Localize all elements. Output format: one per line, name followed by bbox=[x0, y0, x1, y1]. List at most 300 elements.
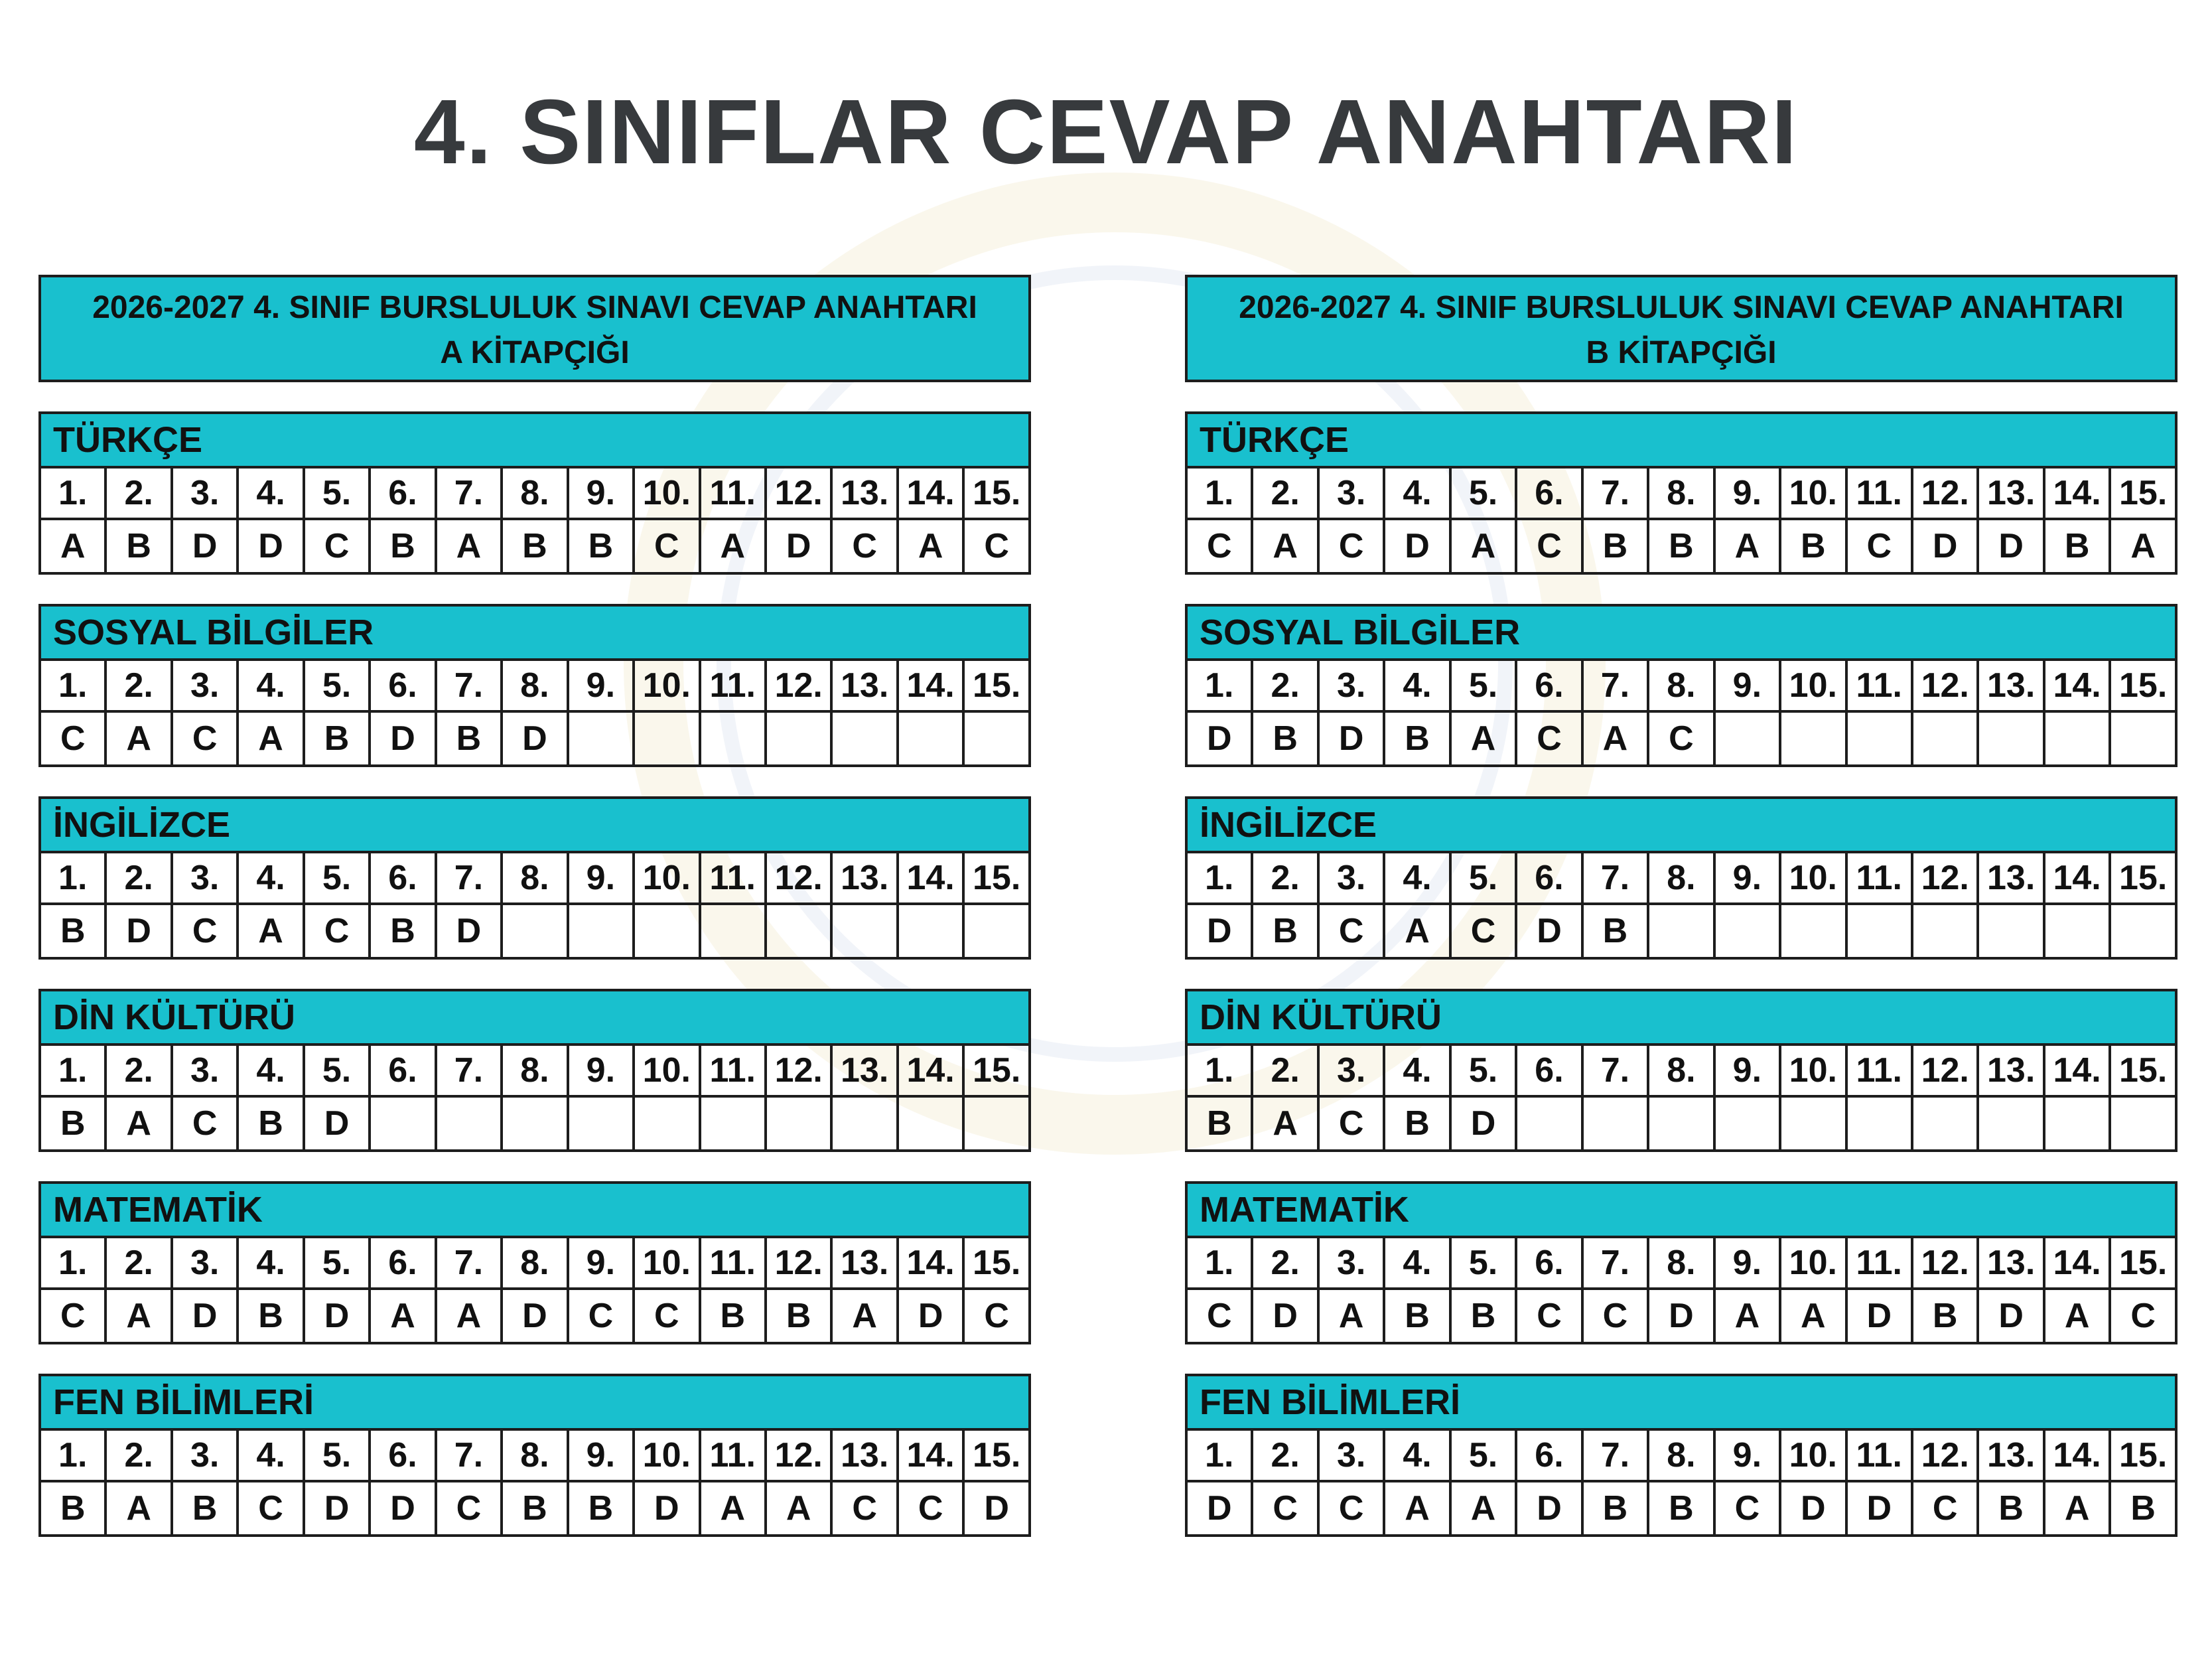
answer-cell bbox=[568, 904, 634, 958]
question-number: 13. bbox=[831, 852, 897, 904]
answer-cell: A bbox=[700, 519, 766, 573]
answer-cell: B bbox=[1384, 1289, 1450, 1343]
question-number: 14. bbox=[898, 1237, 963, 1289]
answer-cell: D bbox=[1186, 711, 1252, 766]
question-number: 13. bbox=[831, 1429, 897, 1481]
answer-row bbox=[40, 1096, 1030, 1151]
question-number: 5. bbox=[304, 660, 370, 711]
question-number: 7. bbox=[1582, 1237, 1648, 1289]
answer-cell: B bbox=[40, 904, 105, 958]
answer-cell: D bbox=[304, 1289, 370, 1343]
answer-cell: B bbox=[172, 1481, 238, 1536]
answer-grid bbox=[38, 851, 1031, 960]
question-number: 1. bbox=[1186, 467, 1252, 519]
answer-cell: C bbox=[1516, 1289, 1582, 1343]
answer-cell bbox=[831, 904, 897, 958]
answer-cell: A bbox=[436, 1289, 502, 1343]
answer-cell bbox=[502, 1096, 567, 1151]
answer-cell: C bbox=[568, 1289, 634, 1343]
subject-section bbox=[1185, 796, 2177, 960]
answer-grid bbox=[1185, 1236, 2177, 1344]
question-number: 10. bbox=[1780, 1045, 1846, 1096]
answer-cell: D bbox=[1252, 1289, 1318, 1343]
question-number: 6. bbox=[370, 852, 435, 904]
question-number: 3. bbox=[1318, 660, 1384, 711]
question-number: 14. bbox=[2044, 852, 2110, 904]
answer-cell bbox=[2044, 904, 2110, 958]
question-number: 3. bbox=[1318, 467, 1384, 519]
answer-cell: D bbox=[1846, 1481, 1912, 1536]
answer-cell: C bbox=[1186, 1289, 1252, 1343]
answer-cell: C bbox=[1582, 1289, 1648, 1343]
question-number: 9. bbox=[568, 1237, 634, 1289]
subject-name: DİN KÜLTÜRÜ bbox=[38, 989, 1031, 1043]
question-number: 12. bbox=[1912, 660, 1978, 711]
question-number: 12. bbox=[766, 660, 831, 711]
question-number: 11. bbox=[700, 660, 766, 711]
answer-cell bbox=[436, 1096, 502, 1151]
question-number: 9. bbox=[1714, 467, 1780, 519]
question-number: 11. bbox=[700, 1237, 766, 1289]
answer-cell: C bbox=[1714, 1481, 1780, 1536]
answer-cell bbox=[700, 711, 766, 766]
question-number: 10. bbox=[1780, 1429, 1846, 1481]
subject-name: FEN BİLİMLERİ bbox=[38, 1374, 1031, 1428]
question-number: 12. bbox=[766, 1237, 831, 1289]
booklet-a-panel bbox=[38, 275, 1031, 1537]
answer-cell: B bbox=[1384, 711, 1450, 766]
answer-cell: C bbox=[436, 1481, 502, 1536]
answer-cell: D bbox=[1516, 904, 1582, 958]
answer-cell: D bbox=[172, 519, 238, 573]
question-number: 1. bbox=[40, 852, 105, 904]
question-number: 15. bbox=[963, 852, 1030, 904]
answer-cell bbox=[2110, 904, 2176, 958]
answer-cell: A bbox=[105, 1289, 171, 1343]
question-number: 3. bbox=[172, 660, 238, 711]
answer-grid bbox=[1185, 1043, 2177, 1152]
question-number: 2. bbox=[1252, 467, 1318, 519]
answer-row bbox=[40, 1289, 1030, 1343]
answer-cell: B bbox=[1384, 1096, 1450, 1151]
question-number: 10. bbox=[634, 1045, 699, 1096]
question-number: 1. bbox=[40, 660, 105, 711]
answer-cell: A bbox=[898, 519, 963, 573]
question-number: 6. bbox=[1516, 1237, 1582, 1289]
question-number: 4. bbox=[1384, 1045, 1450, 1096]
answer-cell: D bbox=[172, 1289, 238, 1343]
question-number: 5. bbox=[304, 1045, 370, 1096]
question-number: 7. bbox=[1582, 1045, 1648, 1096]
question-number: 7. bbox=[436, 660, 502, 711]
answer-cell: B bbox=[1780, 519, 1846, 573]
answer-row bbox=[1186, 1096, 2176, 1151]
answer-row bbox=[40, 904, 1030, 958]
answer-cell: B bbox=[40, 1096, 105, 1151]
answer-cell: C bbox=[1318, 904, 1384, 958]
answer-cell bbox=[1516, 1096, 1582, 1151]
question-number: 9. bbox=[568, 852, 634, 904]
answer-cell bbox=[1714, 1096, 1780, 1151]
booklet-header-label: B KİTAPÇIĞI bbox=[1586, 335, 1777, 370]
answer-cell bbox=[568, 1096, 634, 1151]
answer-cell: C bbox=[831, 519, 897, 573]
answer-cell: D bbox=[436, 904, 502, 958]
subject-section bbox=[1185, 604, 2177, 767]
question-number: 1. bbox=[40, 1429, 105, 1481]
booklet-b-panel bbox=[1185, 275, 2177, 1537]
question-number: 12. bbox=[766, 852, 831, 904]
answer-cell bbox=[1780, 1096, 1846, 1151]
answer-cell: C bbox=[1318, 1096, 1384, 1151]
answer-cell: B bbox=[1450, 1289, 1516, 1343]
answer-cell: A bbox=[831, 1289, 897, 1343]
subject-name: TÜRKÇE bbox=[38, 411, 1031, 466]
answer-cell: C bbox=[304, 519, 370, 573]
answer-cell: A bbox=[1318, 1289, 1384, 1343]
question-number: 9. bbox=[568, 467, 634, 519]
subject-name: DİN KÜLTÜRÜ bbox=[1185, 989, 2177, 1043]
answer-row bbox=[1186, 519, 2176, 573]
answer-cell: A bbox=[766, 1481, 831, 1536]
question-number: 9. bbox=[1714, 852, 1780, 904]
question-number: 6. bbox=[370, 467, 435, 519]
answer-cell: C bbox=[634, 519, 699, 573]
subject-section bbox=[38, 411, 1031, 575]
question-number: 2. bbox=[1252, 1429, 1318, 1481]
answer-cell bbox=[2044, 1096, 2110, 1151]
question-number: 6. bbox=[370, 1429, 435, 1481]
answer-cell bbox=[634, 711, 699, 766]
answer-cell: A bbox=[105, 711, 171, 766]
answer-cell: C bbox=[1186, 519, 1252, 573]
question-number: 7. bbox=[436, 1045, 502, 1096]
answer-grid bbox=[38, 1428, 1031, 1537]
answer-cell: D bbox=[105, 904, 171, 958]
subject-section bbox=[1185, 1181, 2177, 1344]
question-number-row bbox=[40, 1429, 1030, 1481]
question-number: 8. bbox=[1648, 1237, 1714, 1289]
question-number: 3. bbox=[1318, 1237, 1384, 1289]
booklet-header-title: 2026-2027 4. SINIF BURSLULUK SINAVI CEVAP ANAHTARI bbox=[1239, 290, 2124, 325]
answer-cell: C bbox=[1252, 1481, 1318, 1536]
question-number: 5. bbox=[304, 467, 370, 519]
answer-cell bbox=[963, 1096, 1030, 1151]
question-number: 5. bbox=[304, 1237, 370, 1289]
answer-cell: B bbox=[40, 1481, 105, 1536]
subject-name: MATEMATİK bbox=[38, 1181, 1031, 1236]
question-number: 8. bbox=[502, 1237, 567, 1289]
answer-cell: B bbox=[238, 1289, 303, 1343]
answer-cell: B bbox=[304, 711, 370, 766]
question-number: 10. bbox=[1780, 660, 1846, 711]
answer-cell bbox=[1846, 711, 1912, 766]
answer-cell bbox=[898, 711, 963, 766]
question-number: 5. bbox=[1450, 1045, 1516, 1096]
question-number-row bbox=[40, 467, 1030, 519]
answer-cell bbox=[1648, 1096, 1714, 1151]
answer-cell: D bbox=[502, 1289, 567, 1343]
answer-cell: C bbox=[963, 519, 1030, 573]
answer-cell: C bbox=[172, 904, 238, 958]
answer-cell: B bbox=[568, 1481, 634, 1536]
answer-cell: C bbox=[1516, 519, 1582, 573]
answer-grid bbox=[38, 466, 1031, 575]
answer-cell: A bbox=[2110, 519, 2176, 573]
booklet-header-label: A KİTAPÇIĞI bbox=[440, 335, 630, 370]
answer-cell: A bbox=[1450, 519, 1516, 573]
answer-cell: A bbox=[2044, 1289, 2110, 1343]
answer-row bbox=[1186, 1289, 2176, 1343]
subject-section bbox=[38, 796, 1031, 960]
question-number: 4. bbox=[1384, 467, 1450, 519]
answer-cell bbox=[1582, 1096, 1648, 1151]
answer-cell: C bbox=[1912, 1481, 1978, 1536]
subject-name: İNGİLİZCE bbox=[1185, 796, 2177, 851]
question-number: 2. bbox=[105, 1045, 171, 1096]
question-number: 7. bbox=[1582, 852, 1648, 904]
question-number: 3. bbox=[172, 1237, 238, 1289]
question-number: 5. bbox=[1450, 1429, 1516, 1481]
question-number: 3. bbox=[1318, 1429, 1384, 1481]
answer-cell: C bbox=[1648, 711, 1714, 766]
question-number: 6. bbox=[1516, 467, 1582, 519]
question-number: 14. bbox=[2044, 1429, 2110, 1481]
answer-cell: D bbox=[898, 1289, 963, 1343]
subject-section bbox=[1185, 989, 2177, 1152]
question-number: 8. bbox=[502, 660, 567, 711]
question-number: 15. bbox=[963, 467, 1030, 519]
question-number: 4. bbox=[238, 1429, 303, 1481]
answer-cell bbox=[2044, 711, 2110, 766]
answer-cell: D bbox=[634, 1481, 699, 1536]
question-number: 4. bbox=[238, 660, 303, 711]
question-number: 3. bbox=[172, 1045, 238, 1096]
question-number: 13. bbox=[1978, 467, 2043, 519]
question-number: 8. bbox=[1648, 1045, 1714, 1096]
question-number: 4. bbox=[238, 467, 303, 519]
answer-cell: B bbox=[502, 1481, 567, 1536]
answer-cell bbox=[634, 904, 699, 958]
question-number: 15. bbox=[963, 1045, 1030, 1096]
question-number: 1. bbox=[1186, 1045, 1252, 1096]
answer-cell: C bbox=[1450, 904, 1516, 958]
answer-cell: A bbox=[1780, 1289, 1846, 1343]
question-number: 2. bbox=[1252, 1045, 1318, 1096]
answer-grid bbox=[38, 658, 1031, 767]
question-number: 13. bbox=[1978, 1237, 2043, 1289]
question-number: 6. bbox=[1516, 1045, 1582, 1096]
answer-cell: A bbox=[436, 519, 502, 573]
question-number: 10. bbox=[634, 660, 699, 711]
subject-section bbox=[38, 1181, 1031, 1344]
answer-cell: A bbox=[1384, 904, 1450, 958]
question-number: 2. bbox=[105, 852, 171, 904]
question-number: 5. bbox=[1450, 1237, 1516, 1289]
subject-section bbox=[1185, 1374, 2177, 1537]
question-number: 6. bbox=[1516, 1429, 1582, 1481]
answer-cell bbox=[1714, 711, 1780, 766]
answer-cell: C bbox=[1846, 519, 1912, 573]
question-number: 10. bbox=[1780, 1237, 1846, 1289]
answer-cell: A bbox=[105, 1096, 171, 1151]
question-number: 4. bbox=[238, 1045, 303, 1096]
answer-cell: B bbox=[2044, 519, 2110, 573]
question-number: 12. bbox=[766, 1429, 831, 1481]
question-number: 7. bbox=[436, 1429, 502, 1481]
answer-cell bbox=[1648, 904, 1714, 958]
question-number: 13. bbox=[831, 1045, 897, 1096]
question-number: 1. bbox=[40, 1237, 105, 1289]
subject-name: MATEMATİK bbox=[1185, 1181, 2177, 1236]
subject-name: İNGİLİZCE bbox=[38, 796, 1031, 851]
question-number: 13. bbox=[1978, 1045, 2043, 1096]
question-number: 12. bbox=[766, 1045, 831, 1096]
answer-grid bbox=[1185, 466, 2177, 575]
question-number: 4. bbox=[1384, 660, 1450, 711]
answer-cell: C bbox=[963, 1289, 1030, 1343]
answer-cell: D bbox=[304, 1481, 370, 1536]
question-number: 4. bbox=[238, 852, 303, 904]
answer-cell: D bbox=[963, 1481, 1030, 1536]
question-number: 12. bbox=[1912, 1429, 1978, 1481]
answer-cell bbox=[831, 1096, 897, 1151]
answer-cell bbox=[898, 1096, 963, 1151]
answer-cell: B bbox=[1252, 904, 1318, 958]
question-number: 12. bbox=[1912, 467, 1978, 519]
answer-cell: D bbox=[1516, 1481, 1582, 1536]
subject-name: SOSYAL BİLGİLER bbox=[1185, 604, 2177, 658]
question-number: 5. bbox=[1450, 852, 1516, 904]
question-number-row bbox=[40, 1237, 1030, 1289]
question-number: 1. bbox=[1186, 1429, 1252, 1481]
question-number: 3. bbox=[172, 1429, 238, 1481]
answer-cell: D bbox=[1978, 1289, 2043, 1343]
answer-cell bbox=[1978, 904, 2043, 958]
question-number: 6. bbox=[370, 1237, 435, 1289]
answer-cell bbox=[634, 1096, 699, 1151]
answer-cell: B bbox=[238, 1096, 303, 1151]
question-number: 3. bbox=[1318, 1045, 1384, 1096]
answer-cell: D bbox=[1384, 519, 1450, 573]
question-number: 14. bbox=[2044, 1237, 2110, 1289]
question-number: 7. bbox=[1582, 660, 1648, 711]
question-number: 12. bbox=[1912, 1237, 1978, 1289]
answer-cell: B bbox=[105, 519, 171, 573]
subject-section bbox=[1185, 411, 2177, 575]
question-number: 13. bbox=[831, 660, 897, 711]
answer-cell: A bbox=[238, 711, 303, 766]
answer-row bbox=[40, 711, 1030, 766]
answer-cell bbox=[963, 711, 1030, 766]
answer-row bbox=[40, 519, 1030, 573]
answer-cell: D bbox=[1912, 519, 1978, 573]
answer-cell bbox=[1912, 711, 1978, 766]
question-number: 8. bbox=[502, 1429, 567, 1481]
answer-cell: A bbox=[1450, 711, 1516, 766]
answer-cell: A bbox=[2044, 1481, 2110, 1536]
question-number: 4. bbox=[1384, 1429, 1450, 1481]
answer-cell: C bbox=[304, 904, 370, 958]
answer-cell bbox=[700, 904, 766, 958]
answer-cell: B bbox=[1648, 1481, 1714, 1536]
subject-name: FEN BİLİMLERİ bbox=[1185, 1374, 2177, 1428]
question-number: 15. bbox=[2110, 1237, 2176, 1289]
question-number-row bbox=[1186, 1237, 2176, 1289]
question-number-row bbox=[40, 660, 1030, 711]
subject-section bbox=[38, 604, 1031, 767]
question-number-row bbox=[1186, 1429, 2176, 1481]
answer-cell: C bbox=[831, 1481, 897, 1536]
question-number: 14. bbox=[2044, 1045, 2110, 1096]
answer-cell bbox=[1978, 711, 2043, 766]
question-number: 15. bbox=[2110, 1429, 2176, 1481]
answer-cell: C bbox=[1318, 519, 1384, 573]
answer-cell: A bbox=[1450, 1481, 1516, 1536]
question-number: 15. bbox=[2110, 467, 2176, 519]
answer-cell: A bbox=[105, 1481, 171, 1536]
question-number: 8. bbox=[502, 467, 567, 519]
question-number: 13. bbox=[1978, 852, 2043, 904]
answer-cell bbox=[568, 711, 634, 766]
answer-cell: A bbox=[700, 1481, 766, 1536]
answer-cell bbox=[1912, 1096, 1978, 1151]
question-number: 11. bbox=[1846, 1237, 1912, 1289]
answer-cell: A bbox=[1384, 1481, 1450, 1536]
answer-cell bbox=[831, 711, 897, 766]
answer-cell: A bbox=[238, 904, 303, 958]
answer-cell bbox=[766, 904, 831, 958]
answer-cell: D bbox=[1846, 1289, 1912, 1343]
question-number: 14. bbox=[898, 1429, 963, 1481]
question-number: 5. bbox=[1450, 660, 1516, 711]
answer-cell: D bbox=[238, 519, 303, 573]
answer-cell: C bbox=[1318, 1481, 1384, 1536]
answer-cell: B bbox=[700, 1289, 766, 1343]
answer-cell: D bbox=[502, 711, 567, 766]
answer-cell: D bbox=[1648, 1289, 1714, 1343]
answer-cell: B bbox=[1186, 1096, 1252, 1151]
answer-cell: B bbox=[370, 519, 435, 573]
question-number: 5. bbox=[1450, 467, 1516, 519]
question-number-row bbox=[1186, 852, 2176, 904]
answer-cell bbox=[700, 1096, 766, 1151]
answer-cell: A bbox=[1582, 711, 1648, 766]
answer-cell: D bbox=[370, 1481, 435, 1536]
question-number: 14. bbox=[898, 1045, 963, 1096]
answer-cell bbox=[766, 711, 831, 766]
question-number: 4. bbox=[1384, 1237, 1450, 1289]
question-number: 14. bbox=[898, 852, 963, 904]
answer-cell: D bbox=[1780, 1481, 1846, 1536]
answer-cell: B bbox=[1582, 1481, 1648, 1536]
answer-cell bbox=[1978, 1096, 2043, 1151]
question-number: 8. bbox=[502, 852, 567, 904]
answer-cell: B bbox=[1648, 519, 1714, 573]
question-number: 9. bbox=[568, 1429, 634, 1481]
answer-cell: B bbox=[2110, 1481, 2176, 1536]
page-title: 4. SINIFLAR CEVAP ANAHTARI bbox=[413, 81, 1799, 183]
question-number: 15. bbox=[2110, 660, 2176, 711]
question-number: 5. bbox=[304, 852, 370, 904]
answer-cell: A bbox=[1252, 1096, 1318, 1151]
answer-cell bbox=[2110, 711, 2176, 766]
question-number: 1. bbox=[40, 467, 105, 519]
answer-cell: C bbox=[1516, 711, 1582, 766]
answer-row bbox=[1186, 1481, 2176, 1536]
answer-cell: A bbox=[1252, 519, 1318, 573]
question-number: 10. bbox=[634, 1237, 699, 1289]
